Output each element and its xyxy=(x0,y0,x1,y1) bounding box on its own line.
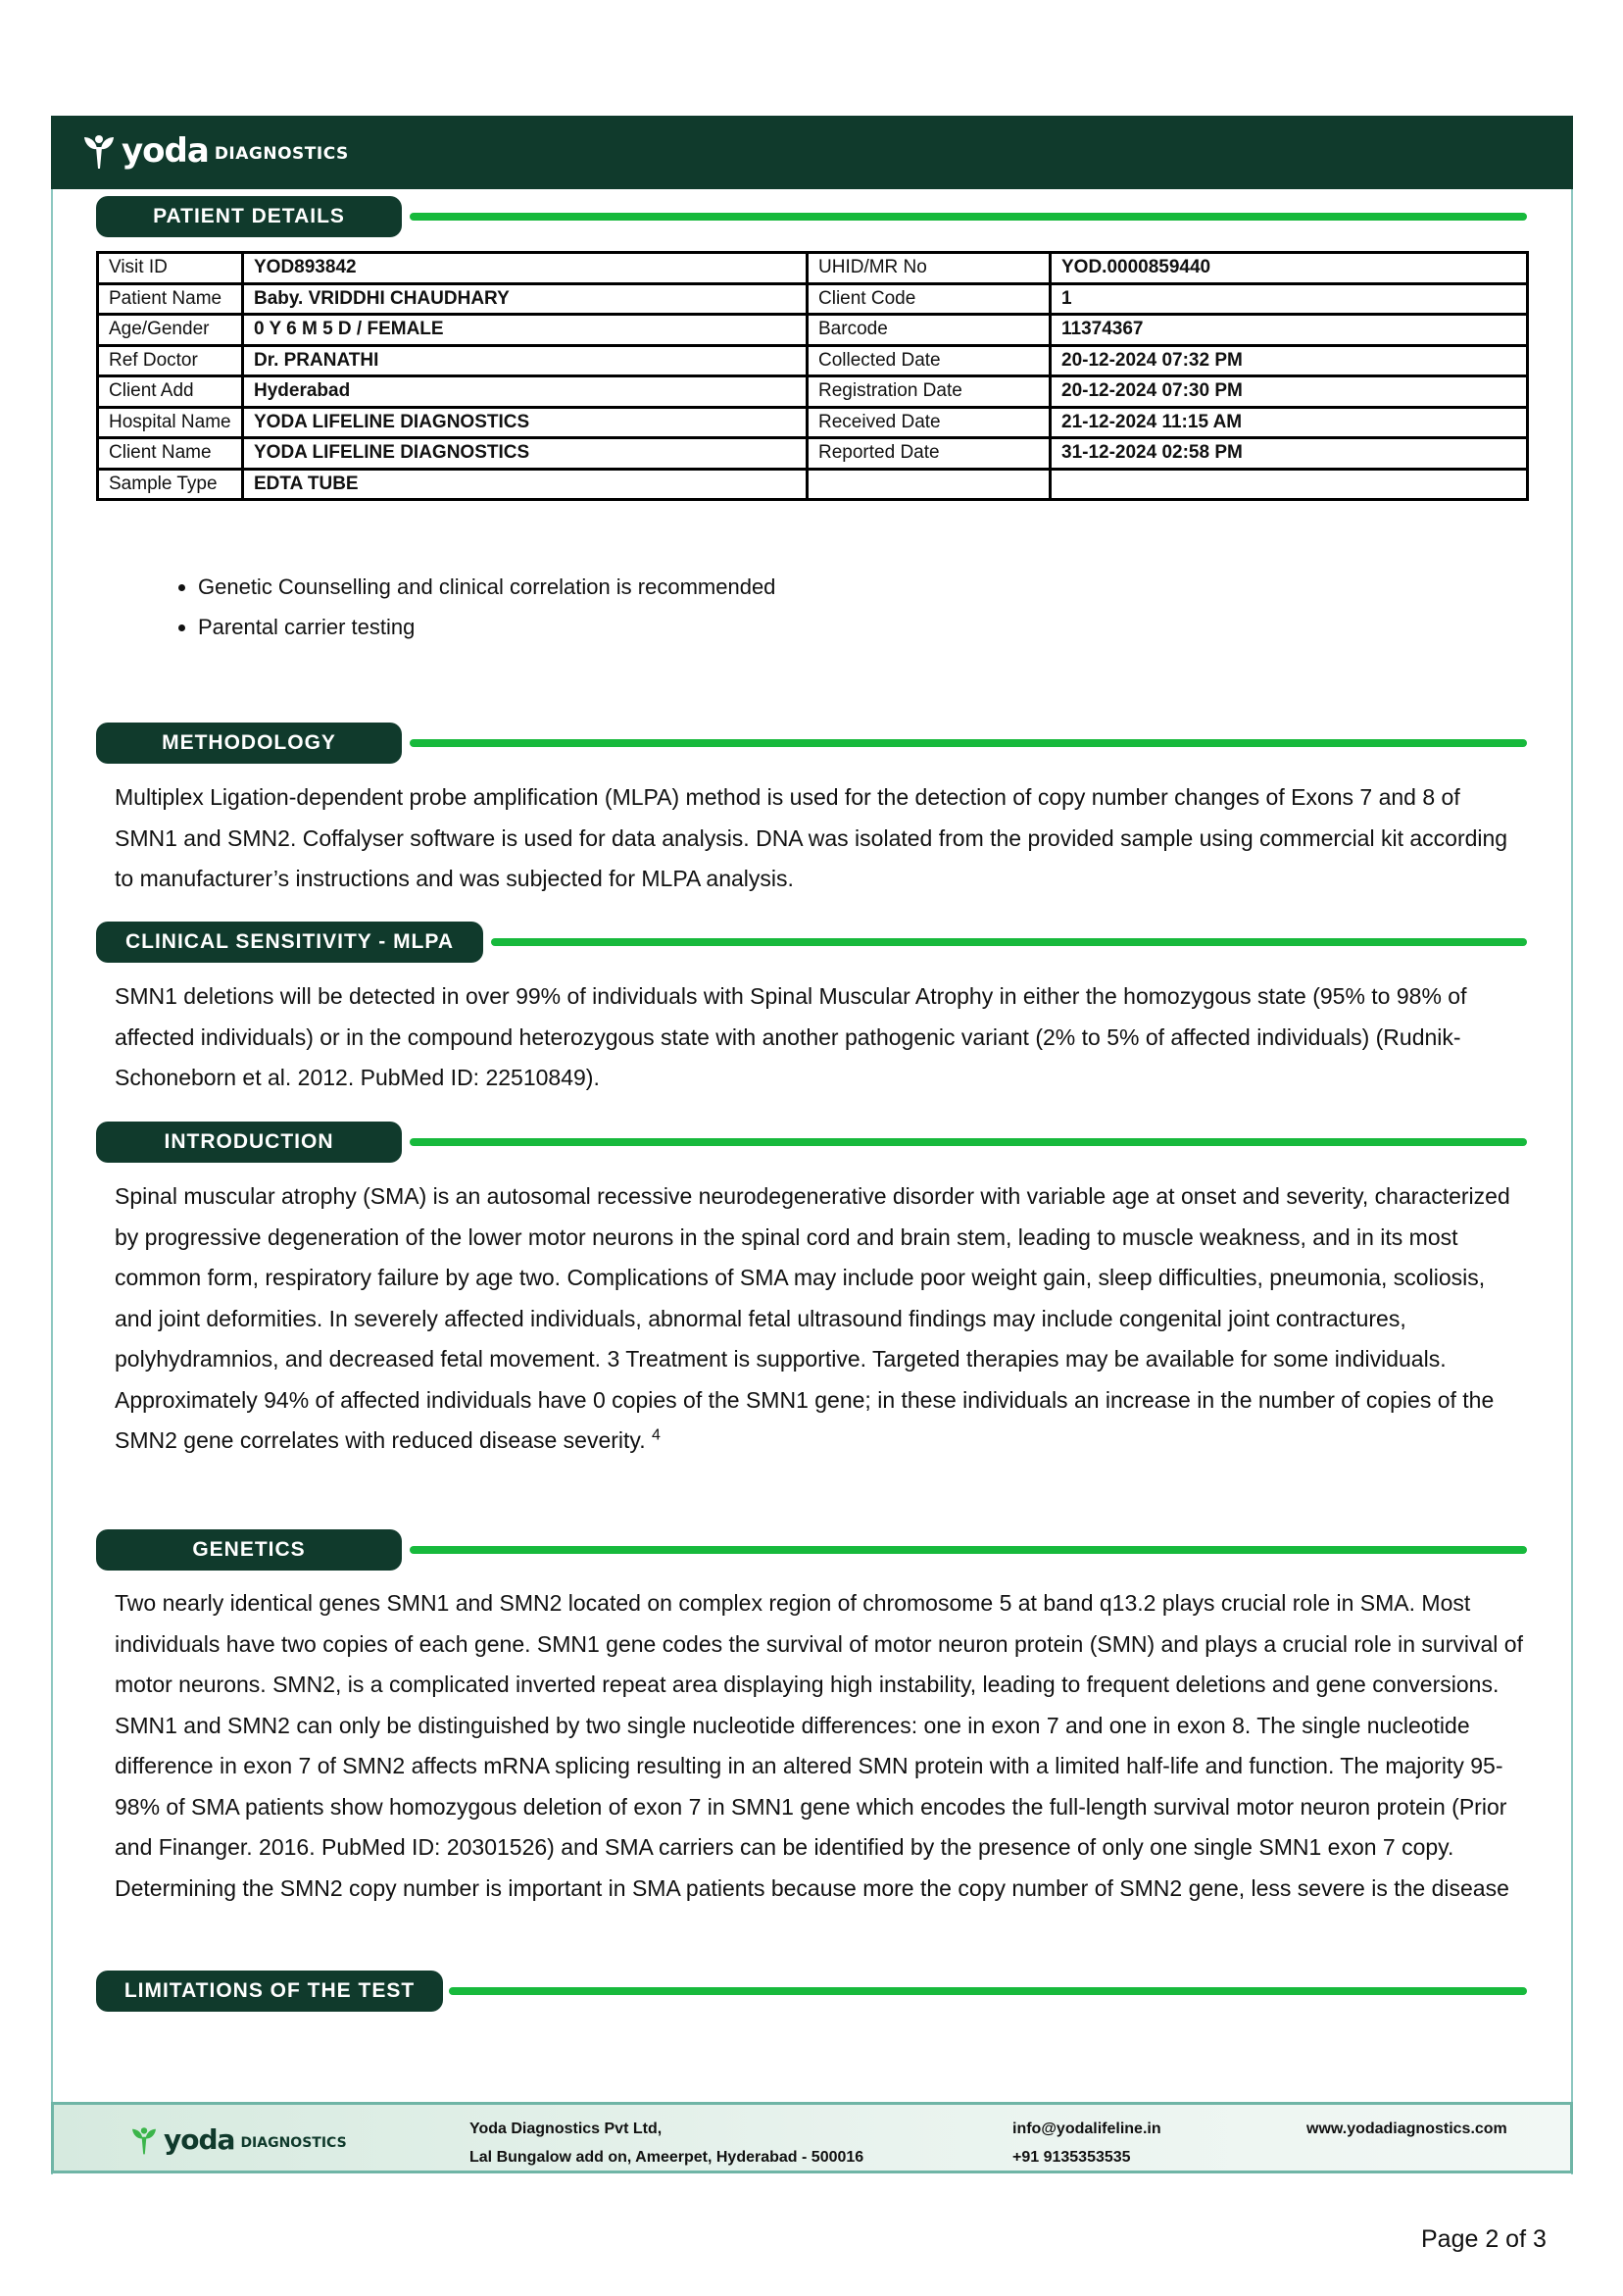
field-value: YODA LIFELINE DIAGNOSTICS xyxy=(243,438,808,470)
company-name: Yoda Diagnostics Pvt Ltd, xyxy=(469,2121,663,2137)
section-title: LIMITATIONS OF THE TEST xyxy=(96,1971,443,2012)
field-label: Visit ID xyxy=(98,253,243,284)
field-value: 20-12-2024 07:32 PM xyxy=(1051,345,1528,376)
field-label: Registration Date xyxy=(808,376,1051,408)
field-label: Received Date xyxy=(808,407,1051,438)
section-divider xyxy=(410,1546,1527,1554)
clinical-sensitivity-text: SMN1 deletions will be detected in over 99% of individuals with Spinal Muscular Atrophy in either the homozygous state (95% to 98% of affected individuals) or in the compound heterozygous state with another pathogenic variant (2% to 5% of affected individuals) (Rudnik- Schoneborn et al. 2012. PubMed ID: 22510849). xyxy=(115,983,1467,1090)
section-limitations xyxy=(96,1971,443,2012)
field-value: Dr. PRANATHI xyxy=(243,345,808,376)
brand-logo xyxy=(82,131,349,171)
section-title: PATIENT DETAILS xyxy=(96,196,402,237)
leaf-logo-icon xyxy=(130,2124,158,2156)
field-label: Client Name xyxy=(98,438,243,470)
logo-wordmark: yoda xyxy=(164,2123,235,2156)
page-number: Page 2 of 3 xyxy=(1421,2225,1547,2253)
field-value xyxy=(1051,469,1528,500)
footer-website xyxy=(1306,2115,1507,2143)
section-genetics xyxy=(96,1529,402,1571)
field-value: YOD893842 xyxy=(243,253,808,284)
genetics-text: Two nearly identical genes SMN1 and SMN2 located on complex region of chromosome 5 at band q13.2 plays crucial role in SMA. Most individuals have two copies of each gene. SMN1 gene codes the survival of motor neuron protein (SMN) and plays a crucial role in survival of motor neurons. SMN2, is a complicated inverted repeat area displaying high instability, leading to frequent deletions and gene conversions. SMN1 and SMN2 can only be distinguished by two single nucleotide differences: one in exon 7 and one in exon 8. The single nucleotide difference in exon 7 of SMN2 affects mRNA splicing resulting in an altered SMN protein with a limited half-life and function. The majority 95-98% of SMA patients show homozygous deletion of exon 7 in SMN1 gene which encodes the full-length survival motor neuron protein (Prior and Finanger. 2016. PubMed ID: 20301526) and SMA carriers can be identified by the presence of only one single SMN1 exon 7 copy. Determining the SMN2 copy number is important in SMA patients because more the copy number of SMN2 gene, less severe is the disease xyxy=(115,1590,1523,1901)
field-label: Reported Date xyxy=(808,438,1051,470)
field-label: Barcode xyxy=(808,315,1051,346)
table-row xyxy=(98,315,1528,346)
table-row xyxy=(98,407,1528,438)
field-label: Sample Type xyxy=(98,469,243,500)
field-label: Hospital Name xyxy=(98,407,243,438)
field-value: 20-12-2024 07:30 PM xyxy=(1051,376,1528,408)
section-title: METHODOLOGY xyxy=(96,723,402,764)
table-row xyxy=(98,283,1528,315)
field-label: Client Add xyxy=(98,376,243,408)
field-value: 1 xyxy=(1051,283,1528,315)
footer-contact xyxy=(1012,2115,1161,2171)
section-divider xyxy=(410,1138,1527,1146)
website-link[interactable]: www.yodadiagnostics.com xyxy=(1306,2121,1507,2137)
citation-superscript: 4 xyxy=(652,1426,661,1444)
footer-address xyxy=(469,2115,863,2171)
section-introduction xyxy=(96,1122,402,1163)
section-methodology xyxy=(96,723,402,764)
recommendations-list xyxy=(157,567,775,647)
field-label: UHID/MR No xyxy=(808,253,1051,284)
field-value: 11374367 xyxy=(1051,315,1528,346)
field-value: 0 Y 6 M 5 D / FEMALE xyxy=(243,315,808,346)
logo-subtitle: DIAGNOSTICS xyxy=(240,2135,347,2151)
section-divider xyxy=(410,739,1527,747)
field-label xyxy=(808,469,1051,500)
field-label: Client Code xyxy=(808,283,1051,315)
section-title: INTRODUCTION xyxy=(96,1122,402,1163)
footer-logo xyxy=(130,2124,347,2156)
logo-subtitle: DIAGNOSTICS xyxy=(214,144,349,164)
section-divider xyxy=(410,213,1527,221)
field-value: 21-12-2024 11:15 AM xyxy=(1051,407,1528,438)
field-label: Ref Doctor xyxy=(98,345,243,376)
list-item: • Genetic Counselling and clinical correlation is recommended xyxy=(198,567,775,607)
logo-wordmark: yoda xyxy=(122,131,209,171)
section-divider xyxy=(449,1987,1527,1995)
contact-phone: +91 9135353535 xyxy=(1012,2149,1131,2166)
field-value: EDTA TUBE xyxy=(243,469,808,500)
introduction-body: Spinal muscular atrophy (SMA) is an autosomal recessive neurodegenerative disorder with variable age at onset and severity, characterized by progressive degeneration of the lower motor neurons in the spinal cord and brain stem, leading to muscle weakness, and in its most common form, respiratory failure by age two. Complications of SMA may include poor weight gain, sleep difficulties, pneumonia, scoliosis, and joint deformities. In severely affected individuals, abnormal fetal ultrasound findings may include congenital joint contractures, polyhydramnios, and decreased fetal movement. 3 Treatment is supportive. Targeted therapies may be available for some individuals. Approximately 94% of affected individuals have 0 copies of the SMN1 gene; in these individuals an increase in the number of copies of the SMN2 gene correlates with reduced disease severity. xyxy=(115,1183,1510,1453)
table-row xyxy=(98,469,1528,500)
field-value: YOD.0000859440 xyxy=(1051,253,1528,284)
company-address: Lal Bungalow add on, Ameerpet, Hyderabad - 500016 xyxy=(469,2149,864,2166)
table-row xyxy=(98,376,1528,408)
table-row xyxy=(98,253,1528,284)
field-value: Baby. VRIDDHI CHAUDHARY xyxy=(243,283,808,315)
introduction-text xyxy=(115,1176,1526,1462)
field-value: Hyderabad xyxy=(243,376,808,408)
section-title: GENETICS xyxy=(96,1529,402,1571)
report-footer xyxy=(51,2102,1573,2173)
section-clinical-sensitivity xyxy=(96,922,483,963)
field-value: YODA LIFELINE DIAGNOSTICS xyxy=(243,407,808,438)
leaf-logo-icon xyxy=(82,131,116,171)
section-divider xyxy=(491,938,1527,946)
methodology-text: Multiplex Ligation-dependent probe amplification (MLPA) method is used for the detection of copy number changes of Exons 7 and 8 of SMN1 and SMN2. Coffalyser software is used for data analysis. DNA was isolated from the provided sample using commercial kit according to manufacturer’s instructions and was subjected for MLPA analysis. xyxy=(115,784,1508,891)
table-row xyxy=(98,438,1528,470)
field-label: Patient Name xyxy=(98,283,243,315)
list-item: • Parental carrier testing xyxy=(198,607,775,647)
contact-email[interactable]: info@yodalifeline.in xyxy=(1012,2121,1161,2137)
table-row xyxy=(98,345,1528,376)
field-value: 31-12-2024 02:58 PM xyxy=(1051,438,1528,470)
field-label: Collected Date xyxy=(808,345,1051,376)
section-title: CLINICAL SENSITIVITY - MLPA xyxy=(96,922,483,963)
report-header xyxy=(51,116,1573,189)
field-label: Age/Gender xyxy=(98,315,243,346)
patient-details-table xyxy=(96,251,1529,501)
section-patient-details xyxy=(96,196,402,237)
